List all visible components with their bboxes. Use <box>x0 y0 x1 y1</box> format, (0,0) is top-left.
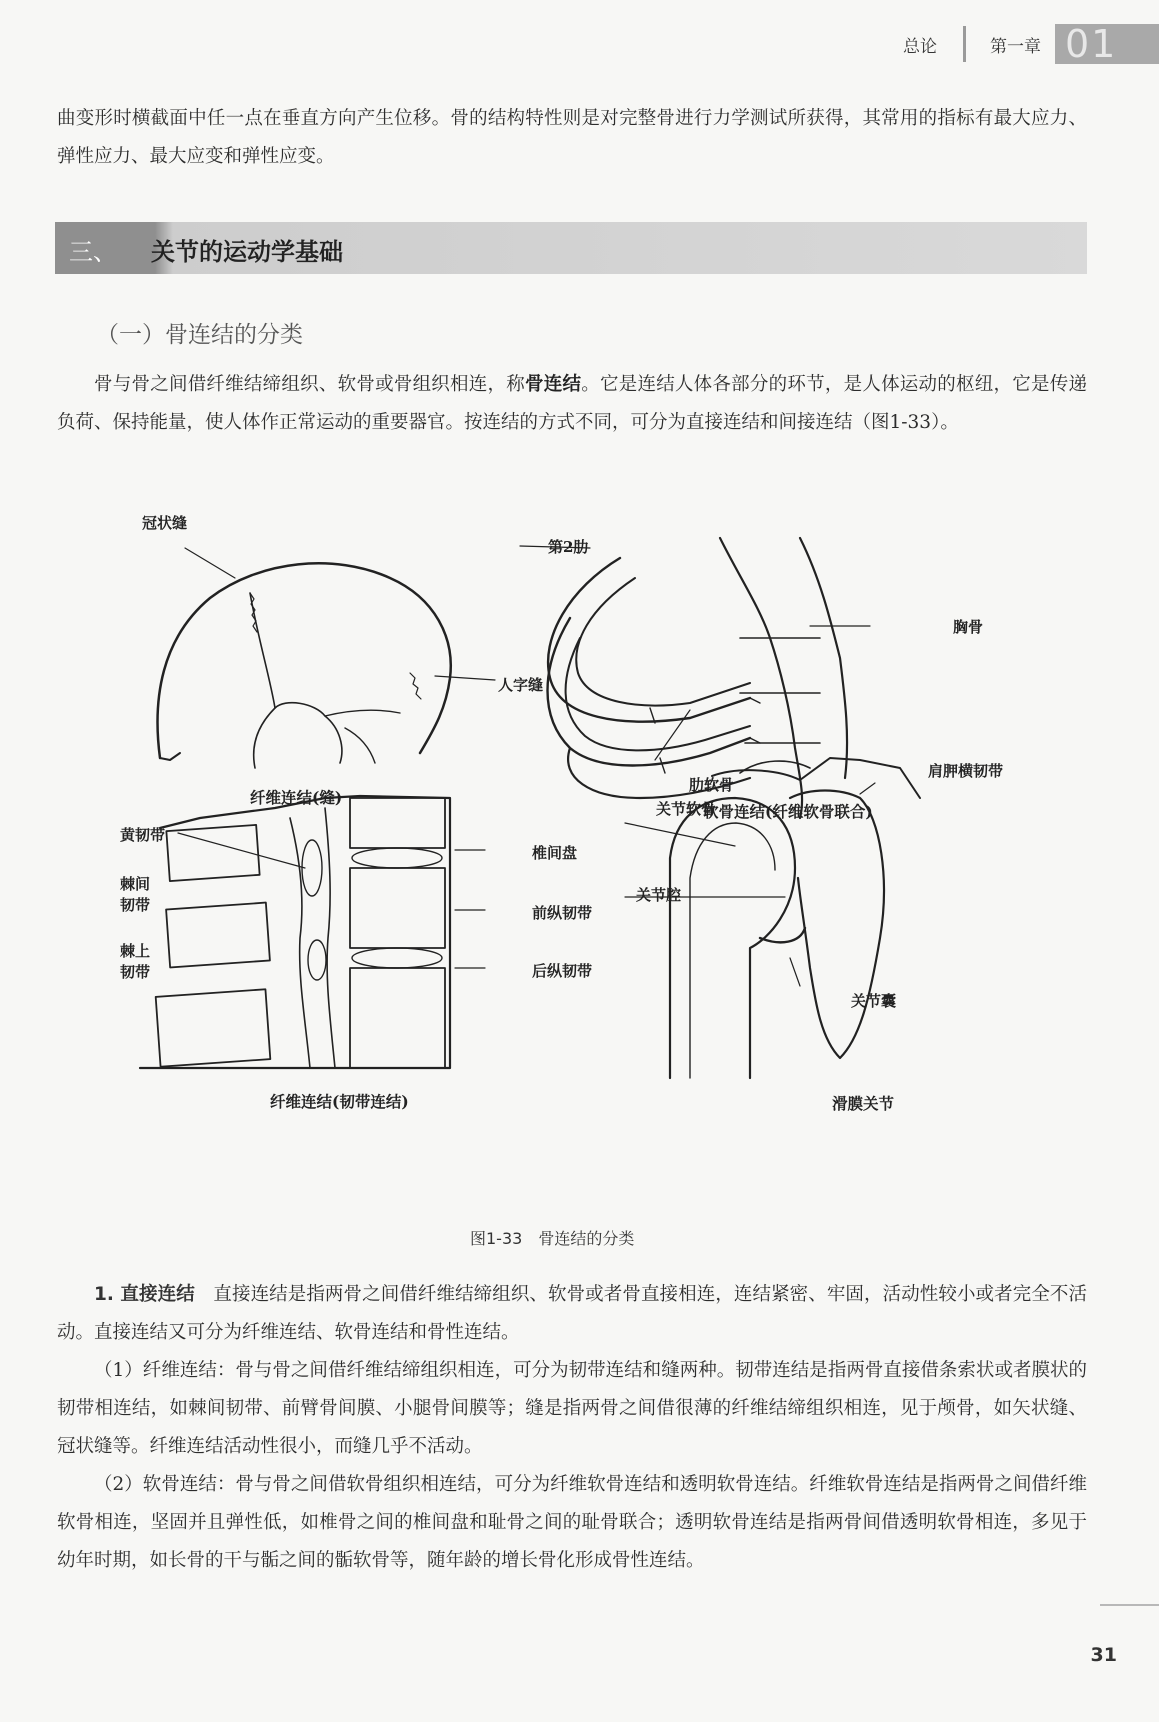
paragraph-cartilaginous-joint: （2）软骨连结：骨与骨之间借软骨组织相连结，可分为纤维软骨连结和透明软骨连结。纤维软骨连结是指两骨之间借纤维软骨相连，坚固并且弹性低，如椎骨之间的椎间盘和耻骨之间的耻骨联合；透明软骨连结是指两骨间借透明软骨相连，多见于幼年时期，如长骨的干与骺之间的骺软骨等，随年龄的增长骨化形成骨性连结。 <box>57 1474 1087 1571</box>
caption-ligamentous-joint: 纤维连结(韧带连结) <box>270 1092 409 1111</box>
label-rib-2: 第2肋 <box>548 538 589 556</box>
skull-drawing <box>158 548 495 768</box>
label-costal-cartilage: 肋软骨 <box>689 776 735 794</box>
header-divider <box>963 26 966 62</box>
header-section: 总论 <box>903 36 937 57</box>
label-joint-capsule: 关节囊 <box>851 992 897 1010</box>
paragraph-direct-joint <box>57 1276 1087 1352</box>
footer-rule <box>1100 1604 1159 1606</box>
label-transverse-scapular-ligament: 肩胛横韧带 <box>928 762 1004 780</box>
figure-drawings <box>100 498 1080 1238</box>
label-sternum: 胸骨 <box>953 618 984 636</box>
label-intervertebral-disc: 椎间盘 <box>532 844 578 862</box>
section-title: 关节的运动学基础 <box>151 238 343 266</box>
label-joint-cavity: 关节腔 <box>636 886 682 904</box>
label-ligamentum-flavum: 黄韧带 <box>120 826 166 844</box>
figure-caption: 图1-33 骨连结的分类 <box>470 1229 635 1248</box>
figure-1-33 <box>100 498 1080 1238</box>
chapter-number-tab: 01 <box>1055 24 1159 64</box>
section-heading-bar <box>55 222 1087 274</box>
caption-fibrous-suture: 纤维连结(缝) <box>250 788 343 807</box>
intro-post: 。它是连结人体各部分的环节，是人体运动的枢纽，它是传递负荷、保持能量，使人体作正常运动的重要器官。按连结的方式不同，可分为直接连结和间接连结（图1-33）。 <box>57 374 1087 433</box>
subsection-heading: （一）骨连结的分类 <box>96 322 303 348</box>
running-header <box>903 24 1159 64</box>
paragraph-direct-joint-text: 直接连结是指两骨之间借纤维结缔组织、软骨或者骨直接相连，连结紧密、牢固，活动性较小或者完全不活动。直接连结又可分为纤维连结、软骨连结和骨性连结。 <box>57 1284 1087 1343</box>
label-articular-cartilage: 关节软骨 <box>656 800 717 818</box>
section-number: 三、 <box>69 238 117 266</box>
header-chapter: 第一章 <box>990 36 1041 57</box>
paragraph-fibrous-joint: （1）纤维连结：骨与骨之间借纤维结缔组织相连，可分为韧带连结和缝两种。韧带连结是指两骨直接借条索状或者膜状的韧带相连结，如棘间韧带、前臂骨间膜、小腿骨间膜等；缝是指两骨之间借很薄的纤维结缔组织相连，见于颅骨，如矢状缝、冠状缝等。纤维连结活动性很小，而缝几乎不活动。 <box>57 1360 1087 1457</box>
paragraph-intro <box>57 366 1087 442</box>
label-coronal-suture: 冠状缝 <box>142 514 188 532</box>
label-interspinous-ligament: 棘间 韧带 <box>120 875 151 914</box>
intro-keyword: 骨连结 <box>525 374 582 395</box>
spine-drawing <box>140 796 485 1068</box>
caption-synovial-joint: 滑膜关节 <box>832 1094 895 1113</box>
label-posterior-longitudinal-ligament: 后纵韧带 <box>532 962 593 980</box>
caption-cartilaginous-joint: 软骨连结(纤维软骨联合) <box>703 802 873 821</box>
paragraph-top: 曲变形时横截面中任一点在垂直方向产生位移。骨的结构特性则是对完整骨进行力学测试所获得，其常用的指标有最大应力、弹性应力、最大应变和弹性应变。 <box>57 108 1087 167</box>
intro-pre: 骨与骨之间借纤维结缔组织、软骨或骨组织相连，称 <box>94 374 526 395</box>
label-lambdoid-suture: 人字缝 <box>498 676 544 694</box>
page-number: 31 <box>1090 1644 1117 1666</box>
label-anterior-longitudinal-ligament: 前纵韧带 <box>532 904 593 922</box>
paragraph-direct-joint-lead: 1. 直接连结 <box>94 1284 195 1305</box>
label-supraspinous-ligament: 棘上 韧带 <box>120 942 151 981</box>
